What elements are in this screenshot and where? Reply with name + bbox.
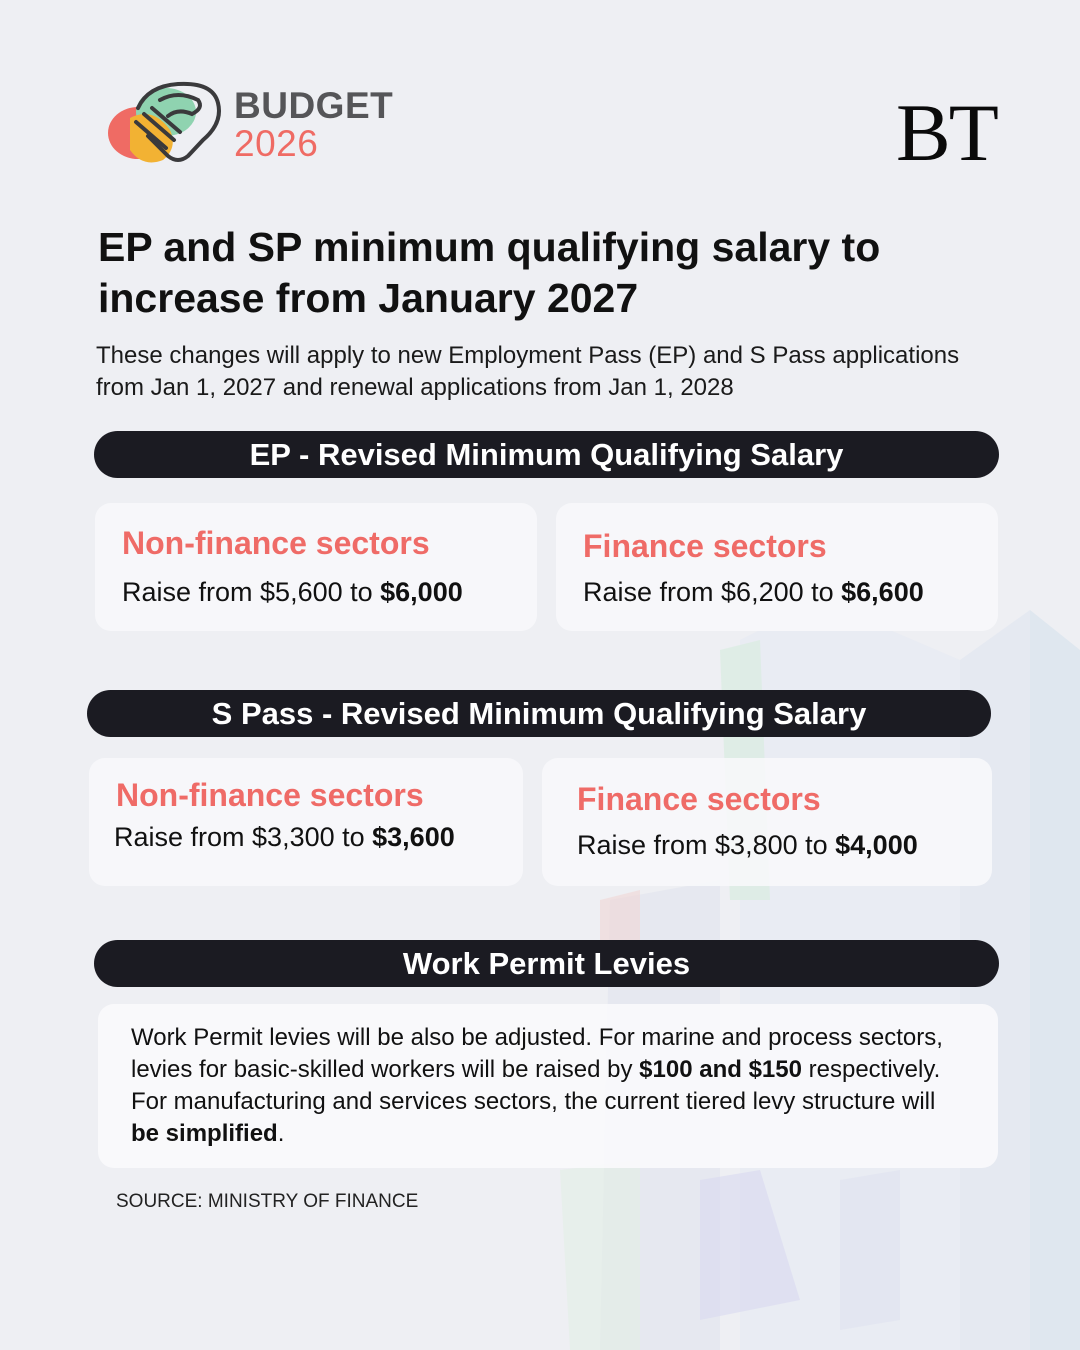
wp-text-part: . — [277, 1120, 285, 1147]
wp-levies-text — [131, 1022, 961, 1150]
sector-label: Finance sectors — [583, 528, 827, 564]
salary-change — [583, 575, 924, 609]
wp-levy-increase: $100 and $150 — [639, 1056, 802, 1083]
sector-label: Non-finance sectors — [122, 525, 430, 561]
sector-label: Non-finance sectors — [116, 777, 424, 813]
subheadline: These changes will apply to new Employment Pass (EP) and S Pass applications from Jan 1, 2027 and renewal applications from Jan 1, 2028 — [96, 342, 960, 401]
new-salary-value: $6,600 — [841, 577, 924, 607]
new-salary-value: $6,000 — [380, 577, 463, 607]
ep-non-finance-card — [95, 503, 537, 631]
wp-text-part: Work Permit levies will be also be adjusted. For marine and process sectors, levies for basic-skilled workers will be raised by — [131, 1024, 943, 1083]
headline: EP and SP minimum qualifying salary to increase from January 2027 — [98, 224, 881, 321]
salary-change-prefix: Raise from $3,300 to — [114, 822, 373, 852]
wp-levies-card — [98, 1004, 998, 1168]
salary-change-prefix: Raise from $3,800 to — [577, 830, 836, 860]
spass-section-heading: S Pass - Revised Minimum Qualifying Salary — [87, 690, 991, 737]
wp-section-heading: Work Permit Levies — [94, 940, 999, 987]
handshake-icon — [108, 78, 228, 173]
salary-change-prefix: Raise from $6,200 to — [583, 577, 842, 607]
salary-change — [122, 575, 463, 609]
salary-change — [114, 820, 455, 854]
logo-year: 2026 — [234, 123, 319, 164]
spass-finance-card — [542, 758, 992, 886]
salary-change-prefix: Raise from $5,600 to — [122, 577, 381, 607]
budget-2026-logo — [108, 78, 398, 173]
spass-non-finance-card — [89, 758, 523, 886]
logo-budget-word: BUDGET — [234, 85, 394, 126]
new-salary-value: $4,000 — [835, 830, 918, 860]
wp-simplified: be simplified — [131, 1120, 278, 1147]
wp-text-part: respectively. For manufacturing and services sectors, the current tiered levy structure will — [131, 1056, 941, 1115]
ep-section-heading: EP - Revised Minimum Qualifying Salary — [94, 431, 999, 478]
sector-label: Finance sectors — [577, 781, 821, 817]
source-credit: SOURCE: MINISTRY OF FINANCE — [116, 1191, 419, 1212]
ep-finance-card — [556, 503, 998, 631]
bt-masthead-logo: BT — [896, 87, 997, 178]
new-salary-value: $3,600 — [372, 822, 455, 852]
salary-change — [577, 828, 918, 862]
